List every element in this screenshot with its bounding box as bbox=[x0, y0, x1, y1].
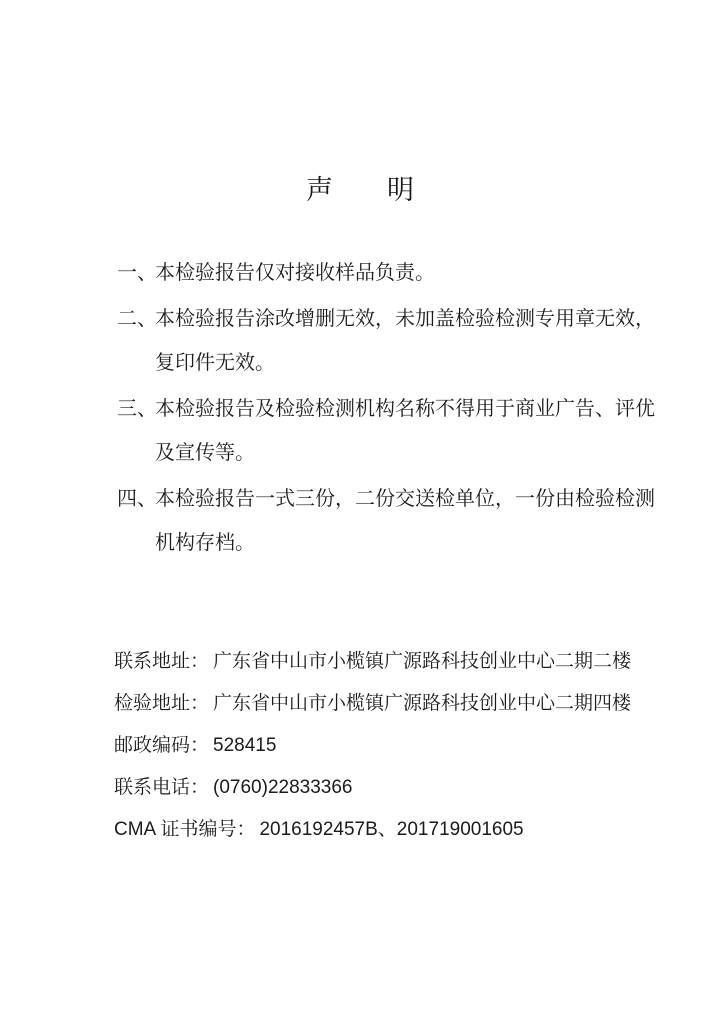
contact-info-block bbox=[114, 641, 720, 851]
item-text: 本检验报告仅对接收样品负责。 bbox=[155, 262, 435, 284]
page-title: 声 明 bbox=[306, 175, 414, 205]
item-number: 三、 bbox=[117, 398, 157, 420]
item-number: 四、 bbox=[117, 488, 157, 510]
contact-value: 广东省中山市小榄镇广源路科技创业中心二期四楼 bbox=[213, 693, 632, 714]
declaration-item-2 bbox=[117, 297, 655, 385]
phone-line bbox=[114, 767, 720, 809]
postal-code-line bbox=[114, 725, 720, 767]
contact-value: (0760)22833366 bbox=[213, 777, 353, 798]
contact-address-line bbox=[114, 641, 720, 683]
declaration-item-4 bbox=[117, 477, 655, 565]
inspection-address-line bbox=[114, 683, 720, 725]
contact-label: 邮政编码： bbox=[114, 735, 210, 756]
item-text: 本检验报告一式三份，二份交送检单位，一份由检验检测机构存档。 bbox=[155, 488, 655, 554]
contact-value: 2016192457B、201719001605 bbox=[259, 819, 524, 840]
contact-value: 广东省中山市小榄镇广源路科技创业中心二期二楼 bbox=[213, 651, 632, 672]
declaration-item-3 bbox=[117, 387, 655, 475]
contact-label: CMA 证书编号： bbox=[114, 819, 256, 840]
contact-label: 联系地址： bbox=[114, 651, 210, 672]
item-text: 本检验报告涂改增删无效，未加盖检验检测专用章无效，复印件无效。 bbox=[155, 308, 655, 374]
item-text: 本检验报告及检验检测机构名称不得用于商业广告、评优及宣传等。 bbox=[155, 398, 655, 464]
declaration-item-1 bbox=[117, 251, 655, 295]
item-number: 一、 bbox=[117, 262, 157, 284]
item-number: 二、 bbox=[117, 308, 157, 330]
declaration-list bbox=[0, 251, 720, 565]
contact-label: 联系电话： bbox=[114, 777, 210, 798]
contact-label: 检验地址： bbox=[114, 693, 210, 714]
contact-value: 528415 bbox=[213, 735, 277, 756]
cma-certificate-line bbox=[114, 809, 720, 851]
